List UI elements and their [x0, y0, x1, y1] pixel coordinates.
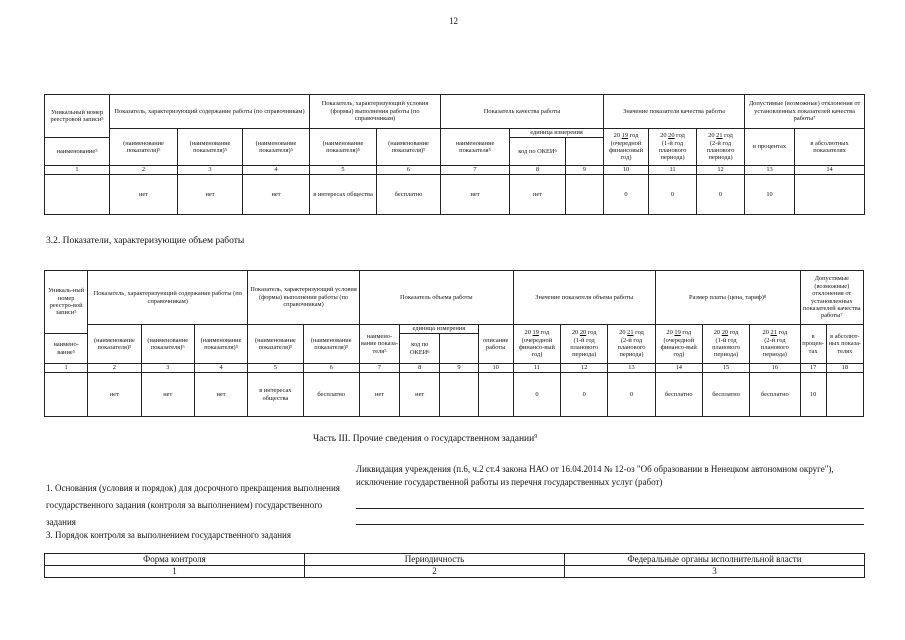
- subheader-percent: в процен-тах: [800, 325, 826, 364]
- volume-indicators-table: [44, 270, 864, 417]
- header-conditions: Показатель, характеризующий условия (формы) выполнения работы (по справочникам): [248, 271, 360, 325]
- page-number: 12: [449, 16, 458, 26]
- column-number: 3: [565, 566, 865, 578]
- header-deviation: Допустимые (возможные) отклонения от установленных показателей качества работы$^7$: [745, 95, 865, 129]
- header-quality: Показатель качества работы: [441, 95, 604, 129]
- header-content: Показатель, характеризующий содержание работы (по справочникам): [110, 95, 310, 129]
- header-unique-number: Уникальный номер реестровой записи$^5$: [45, 95, 110, 138]
- subheader-name: (наименование показателя)$^5$: [178, 129, 243, 166]
- subheader-okei: код по ОКЕИ$^6$: [400, 334, 440, 364]
- subheader-absolute: в абсолют-ных показа-телях: [826, 325, 863, 364]
- subheader-unit: единица измерения: [510, 129, 604, 138]
- header-deviation: Допустимые (возможные) отклонения от установленных показателей качества работы$^7$: [800, 271, 863, 325]
- subheader-year-plan1: 20 20 год (1-й год планового периода): [561, 325, 608, 364]
- table-row: нет нет нет в интересах общества бесплатно нет нет 0 0 0 10: [45, 175, 865, 215]
- subheader-fee-current: 20 19 год (очередной финансо-вый год): [655, 325, 702, 364]
- header-volume: Показатель объема работы: [359, 271, 513, 325]
- subheader-name: (наименование показателя)$^5$: [310, 129, 377, 166]
- subheader-fee-plan2: 20 21 год (2-й год планового периода): [750, 325, 800, 364]
- quality-indicators-table: [44, 94, 865, 215]
- subheader-name: (наименование показателя)$^5$: [303, 325, 359, 364]
- underline-1: [356, 508, 864, 509]
- subheader-unit: единица измерения: [400, 325, 478, 334]
- part-3-title: Часть III. Прочие сведения о государственном задании$^9$: [313, 434, 538, 444]
- subheader-name: (наименование показателя)$^5$: [88, 325, 141, 364]
- column-numbers-row: 1 2 3 4 5 6 7 8 9 10 11 12 13 14 15 16 17 18: [45, 364, 864, 373]
- subheader-absolute: в абсолютных показателях: [795, 129, 865, 166]
- subheader-name: (наименование показателя)$^5$: [243, 129, 310, 166]
- subheader-name: (наименование показателя)$^5$: [110, 129, 178, 166]
- control-form-header: Форма контроля: [45, 554, 305, 566]
- subheader-year-plan2: 20 21 год (2-й год планового периода): [697, 129, 745, 166]
- header-content: Показатель, характеризующий содержание работы (по справочникам): [88, 271, 248, 325]
- subheader-name: (наименование показателя)$^5$: [377, 129, 441, 166]
- subheader-unit-name: наимено-вание$^5$: [45, 334, 88, 364]
- header-unique-number: Уникаль-ный номер реестро-вой записи$^5$: [45, 271, 88, 334]
- subheader-description: описание работы: [478, 325, 513, 364]
- subheader-unit-name: наименование$^5$: [45, 138, 110, 166]
- section-3-2-title: 3.2. Показатели, характеризующие объем работы: [46, 236, 245, 246]
- subheader-okei: код по ОКЕИ$^6$: [510, 138, 566, 166]
- subheader-year-current: 20 19 год (очередной финансо-вый год): [513, 325, 560, 364]
- subheader-name: (наименование показателя)$^5$: [248, 325, 303, 364]
- header-value: Значение показателя объема работы: [513, 271, 655, 325]
- subheader-year-plan2: 20 21 год (2-й год планового периода): [608, 325, 655, 364]
- periodicity-header: Периодичность: [305, 554, 565, 566]
- column-number: 1: [45, 566, 305, 578]
- header-fee: Размер платы (цена, тариф)$^8$: [655, 271, 800, 325]
- control-order-title: 3. Порядок контроля за выполнением государственного задания: [46, 530, 291, 540]
- early-termination-label: 1. Основания (условия и порядок) для досрочного прекращения выполнения государственного задания (контроля за выполнением) государственного задания: [46, 483, 340, 527]
- underline-2: [356, 524, 864, 525]
- early-termination-value: Ликвидация учреждения (п.6, ч.2 ст.4 закона НАО от 16.04.2014 № 12-оз "Об образовании в Ненецком автономном округе"), исключение государственной работы из перечня государственных услуг (работ): [356, 464, 834, 487]
- subheader-year-current: 20 19 год (очередной финансовый год): [604, 129, 649, 166]
- table-row: нет нет нет в интересах общества бесплатно нет нет 0 0 0 бесплатно бесплатно бесплатно 10: [45, 373, 864, 417]
- column-numbers-row: 1 2 3 4 5 6 7 8 9 10 11 12 13 14: [45, 166, 865, 175]
- column-number: 2: [305, 566, 565, 578]
- header-conditions: Показатель, характеризующий условия (формы) выполнения работы (по справочникам): [310, 95, 441, 129]
- subheader-indicator-name: наименование показателя$^5$: [441, 129, 510, 166]
- subheader-fee-plan1: 20 20 год (1-й год планового периода): [702, 325, 749, 364]
- subheader-year-plan1: 20 20 год (1-й год планового периода): [649, 129, 697, 166]
- header-value: Значение показателя качества работы: [604, 95, 745, 129]
- control-table: [44, 553, 865, 578]
- subheader-name: (наименование показателя)$^5$: [194, 325, 247, 364]
- subheader-name: (наименование показателя)$^5$: [141, 325, 194, 364]
- subheader-percent: в процентах: [745, 129, 795, 166]
- subheader-indicator-name: наимено-вание показа-теля$^5$: [359, 325, 399, 364]
- federal-bodies-header: Федеральные органы исполнительной власти: [565, 554, 865, 566]
